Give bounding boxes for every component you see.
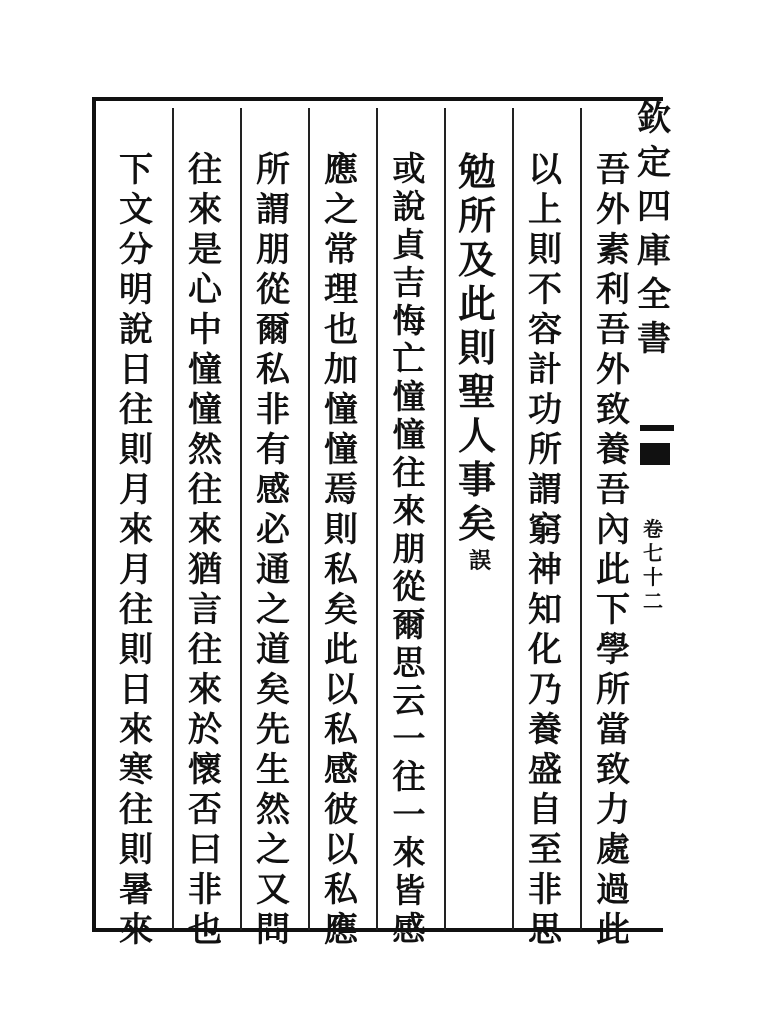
text-char: 來 bbox=[188, 670, 222, 710]
text-char: 外 bbox=[596, 350, 630, 390]
column-text bbox=[582, 150, 644, 950]
text-char: 功 bbox=[528, 390, 562, 430]
text-char: 憧 bbox=[324, 390, 358, 430]
text-char: 往 bbox=[188, 150, 222, 190]
annotation-note: 誤 bbox=[468, 548, 491, 574]
text-char: 之 bbox=[256, 830, 290, 870]
text-char: 然 bbox=[188, 430, 222, 470]
text-char: 往 bbox=[188, 630, 222, 670]
text-char: 私 bbox=[324, 870, 358, 910]
text-char: 一 bbox=[392, 719, 426, 758]
text-char: 憧 bbox=[188, 390, 222, 430]
text-char: 所 bbox=[528, 430, 562, 470]
volume-char: 卷 bbox=[643, 517, 663, 541]
text-char: 計 bbox=[528, 350, 562, 390]
text-char: 外 bbox=[596, 190, 630, 230]
text-char: 知 bbox=[528, 590, 562, 630]
text-char: 憧 bbox=[392, 415, 426, 454]
text-char: 彼 bbox=[324, 790, 358, 830]
text-char: 云 bbox=[392, 681, 426, 720]
text-char: 聖 bbox=[457, 369, 496, 414]
text-char: 則 bbox=[528, 230, 562, 270]
text-char: 應 bbox=[324, 910, 358, 950]
text-char: 往 bbox=[119, 390, 153, 430]
text-char: 素 bbox=[596, 230, 630, 270]
text-char: 下 bbox=[119, 150, 153, 190]
text-char: 朋 bbox=[392, 529, 426, 568]
text-char: 月 bbox=[119, 470, 153, 510]
text-char: 往 bbox=[392, 757, 426, 796]
text-char: 憧 bbox=[392, 377, 426, 416]
text-char: 吾 bbox=[596, 470, 630, 510]
title-char: 四 bbox=[637, 187, 671, 227]
text-char: 曰 bbox=[188, 830, 222, 870]
text-char: 事 bbox=[457, 457, 496, 502]
text-char: 從 bbox=[256, 270, 290, 310]
text-char: 往 bbox=[188, 470, 222, 510]
text-char: 來 bbox=[392, 833, 426, 872]
text-column bbox=[512, 108, 576, 950]
volume-char: 二 bbox=[643, 589, 663, 613]
text-char: 乃 bbox=[528, 670, 562, 710]
text-char: 上 bbox=[528, 190, 562, 230]
text-char: 以 bbox=[528, 150, 562, 190]
text-char: 神 bbox=[528, 550, 562, 590]
text-char: 生 bbox=[256, 750, 290, 790]
text-char: 往 bbox=[392, 453, 426, 492]
text-column bbox=[376, 108, 440, 948]
text-char: 悔 bbox=[392, 301, 426, 340]
text-char: 力 bbox=[596, 790, 630, 830]
text-char: 私 bbox=[324, 710, 358, 750]
volume-char: 十 bbox=[643, 565, 663, 589]
text-char: 常 bbox=[324, 230, 358, 270]
text-char: 爾 bbox=[392, 605, 426, 644]
text-char: 貞 bbox=[392, 225, 426, 264]
text-char: 來 bbox=[119, 510, 153, 550]
text-char: 言 bbox=[188, 590, 222, 630]
text-char: 至 bbox=[528, 830, 562, 870]
text-char: 應 bbox=[324, 150, 358, 190]
text-char: 謂 bbox=[256, 190, 290, 230]
text-char: 有 bbox=[256, 430, 290, 470]
text-char: 利 bbox=[596, 270, 630, 310]
text-char: 文 bbox=[119, 190, 153, 230]
text-char: 從 bbox=[392, 567, 426, 606]
text-char: 明 bbox=[119, 270, 153, 310]
text-char: 盛 bbox=[528, 750, 562, 790]
column-text bbox=[242, 150, 304, 950]
text-char: 或 bbox=[392, 149, 426, 188]
text-column bbox=[240, 108, 304, 950]
text-char: 私 bbox=[324, 550, 358, 590]
text-char: 說 bbox=[392, 187, 426, 226]
text-char: 則 bbox=[119, 830, 153, 870]
text-char: 所 bbox=[256, 150, 290, 190]
fishtail-mark bbox=[640, 443, 670, 465]
text-char: 思 bbox=[392, 643, 426, 682]
text-char: 謂 bbox=[528, 470, 562, 510]
text-char: 來 bbox=[119, 710, 153, 750]
text-char: 日 bbox=[119, 670, 153, 710]
text-column bbox=[444, 108, 508, 930]
text-char: 所 bbox=[457, 193, 496, 238]
text-char: 來 bbox=[119, 910, 153, 950]
volume-char: 七 bbox=[643, 541, 663, 565]
title-char: 定 bbox=[637, 143, 671, 183]
text-char: 日 bbox=[119, 350, 153, 390]
title-char: 欽 bbox=[637, 99, 671, 139]
text-column bbox=[104, 108, 168, 950]
text-column bbox=[308, 108, 372, 950]
text-char: 又 bbox=[256, 870, 290, 910]
text-char: 此 bbox=[596, 910, 630, 950]
text-char: 憧 bbox=[324, 430, 358, 470]
column-text bbox=[104, 150, 168, 950]
text-char: 吾 bbox=[596, 150, 630, 190]
text-char: 亡 bbox=[392, 339, 426, 378]
text-char: 此 bbox=[457, 281, 496, 326]
text-char: 焉 bbox=[324, 470, 358, 510]
text-char: 道 bbox=[256, 630, 290, 670]
text-char: 養 bbox=[528, 710, 562, 750]
text-char: 致 bbox=[596, 390, 630, 430]
text-char: 是 bbox=[188, 230, 222, 270]
text-char: 於 bbox=[188, 710, 222, 750]
text-char: 此 bbox=[596, 550, 630, 590]
text-char: 吾 bbox=[596, 310, 630, 350]
column-text bbox=[174, 150, 236, 950]
text-char: 否 bbox=[188, 790, 222, 830]
title-char: 庫 bbox=[637, 231, 671, 271]
text-char: 非 bbox=[188, 870, 222, 910]
text-char: 以 bbox=[324, 670, 358, 710]
text-char: 寒 bbox=[119, 750, 153, 790]
text-column bbox=[580, 108, 644, 950]
text-char: 皆 bbox=[392, 871, 426, 910]
text-char: 來 bbox=[188, 190, 222, 230]
text-char: 然 bbox=[256, 790, 290, 830]
text-char: 也 bbox=[188, 910, 222, 950]
column-text bbox=[378, 150, 440, 948]
text-char: 暑 bbox=[119, 870, 153, 910]
text-char: 月 bbox=[119, 550, 153, 590]
text-char: 往 bbox=[119, 590, 153, 630]
text-char: 致 bbox=[596, 750, 630, 790]
text-char: 容 bbox=[528, 310, 562, 350]
text-char: 思 bbox=[528, 910, 562, 950]
text-char: 學 bbox=[596, 630, 630, 670]
title-char: 全 bbox=[637, 275, 671, 315]
text-char: 下 bbox=[596, 590, 630, 630]
text-char: 矣 bbox=[256, 670, 290, 710]
text-char: 中 bbox=[188, 310, 222, 350]
text-char: 朋 bbox=[256, 230, 290, 270]
text-char: 通 bbox=[256, 550, 290, 590]
text-char: 自 bbox=[528, 790, 562, 830]
column-text bbox=[446, 150, 508, 576]
text-char: 則 bbox=[457, 325, 496, 370]
text-char: 以 bbox=[324, 830, 358, 870]
text-char: 矣 bbox=[324, 590, 358, 630]
text-char: 來 bbox=[392, 491, 426, 530]
text-char: 問 bbox=[256, 910, 290, 950]
text-char: 分 bbox=[119, 230, 153, 270]
text-char: 爾 bbox=[256, 310, 290, 350]
text-char: 也 bbox=[324, 310, 358, 350]
text-char: 吉 bbox=[392, 263, 426, 302]
text-char: 憧 bbox=[188, 350, 222, 390]
text-char: 當 bbox=[596, 710, 630, 750]
text-char: 不 bbox=[528, 270, 562, 310]
text-char: 猶 bbox=[188, 550, 222, 590]
text-column bbox=[172, 108, 236, 950]
text-char: 勉 bbox=[457, 149, 496, 194]
text-char: 來 bbox=[188, 510, 222, 550]
text-char: 養 bbox=[596, 430, 630, 470]
text-char: 所 bbox=[596, 670, 630, 710]
text-char: 之 bbox=[324, 190, 358, 230]
title-char: 書 bbox=[637, 319, 671, 359]
text-char: 矣 bbox=[457, 501, 496, 546]
column-text bbox=[310, 150, 372, 950]
text-char: 加 bbox=[324, 350, 358, 390]
text-char: 必 bbox=[256, 510, 290, 550]
text-char: 說 bbox=[119, 310, 153, 350]
text-char: 非 bbox=[256, 390, 290, 430]
text-char: 感 bbox=[392, 909, 426, 948]
text-char: 之 bbox=[256, 590, 290, 630]
text-char: 內 bbox=[596, 510, 630, 550]
text-char: 化 bbox=[528, 630, 562, 670]
text-char: 往 bbox=[119, 790, 153, 830]
text-char: 過 bbox=[596, 870, 630, 910]
text-char: 懷 bbox=[188, 750, 222, 790]
text-char: 及 bbox=[457, 237, 496, 282]
text-char: 人 bbox=[457, 413, 496, 458]
text-char: 非 bbox=[528, 870, 562, 910]
text-char: 理 bbox=[324, 270, 358, 310]
text-char: 則 bbox=[119, 630, 153, 670]
column-text bbox=[514, 150, 576, 950]
text-char: 心 bbox=[188, 270, 222, 310]
text-char: 感 bbox=[256, 470, 290, 510]
text-char: 一 bbox=[392, 795, 426, 834]
margin-rule bbox=[640, 425, 674, 431]
text-char: 先 bbox=[256, 710, 290, 750]
text-char: 處 bbox=[596, 830, 630, 870]
text-char: 此 bbox=[324, 630, 358, 670]
text-char: 則 bbox=[324, 510, 358, 550]
text-char: 則 bbox=[119, 430, 153, 470]
text-char: 窮 bbox=[528, 510, 562, 550]
text-char: 私 bbox=[256, 350, 290, 390]
text-char: 感 bbox=[324, 750, 358, 790]
